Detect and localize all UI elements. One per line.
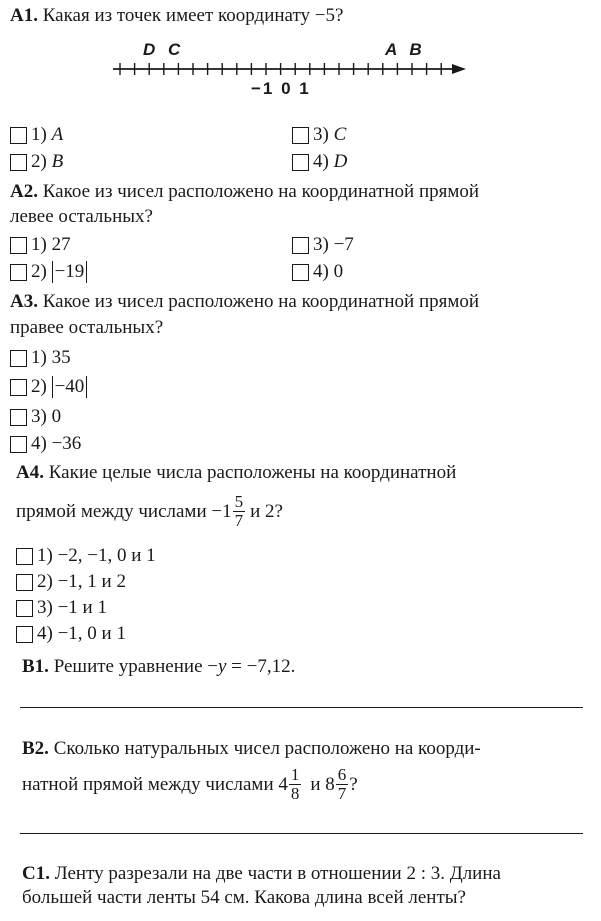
option-a1-4[interactable] xyxy=(292,151,347,173)
option-a2-1[interactable] xyxy=(10,234,71,256)
option-value: −36 xyxy=(51,433,82,454)
option-number: 3) xyxy=(37,597,53,618)
option-number: 1) xyxy=(31,234,47,255)
answer-line-b2[interactable] xyxy=(20,833,583,834)
checkbox[interactable] xyxy=(16,600,33,617)
checkbox[interactable] xyxy=(292,237,309,254)
question-id: B1. xyxy=(22,656,49,677)
option-a3-4[interactable] xyxy=(10,433,81,455)
option-a2-4[interactable] xyxy=(292,261,343,283)
number-line-ticks-labels: −1 0 1 xyxy=(251,79,311,98)
question-a2 xyxy=(10,180,479,203)
option-number: 4) xyxy=(37,623,53,644)
option-value: 0 xyxy=(333,261,344,282)
checkbox[interactable] xyxy=(10,379,27,396)
option-number: 2) xyxy=(31,151,47,172)
question-text-line2 xyxy=(22,766,358,803)
question-text-end: = −7,12. xyxy=(226,656,296,677)
option-a1-2[interactable] xyxy=(10,151,63,173)
option-value: D xyxy=(333,151,348,172)
checkbox[interactable] xyxy=(10,409,27,426)
checkbox[interactable] xyxy=(16,548,33,565)
option-value: −7 xyxy=(333,234,354,255)
question-text: Решите уравнение − xyxy=(53,656,218,677)
question-a3 xyxy=(10,290,479,313)
option-a2-3[interactable] xyxy=(292,234,354,256)
option-a4-4[interactable] xyxy=(16,623,126,645)
point-labels-right: A B xyxy=(385,40,426,59)
checkbox[interactable] xyxy=(292,154,309,171)
checkbox[interactable] xyxy=(16,626,33,643)
question-text-line2: левее остальных? xyxy=(10,206,153,227)
option-number: 3) xyxy=(313,234,329,255)
option-value: −1, 0 и 1 xyxy=(57,623,126,644)
option-value: −40 xyxy=(52,376,88,398)
option-number: 3) xyxy=(31,406,47,427)
question-text-line1: Ленту разрезали на две части в отношении 2 : 3. Длина xyxy=(54,863,501,884)
option-a4-3[interactable] xyxy=(16,597,107,619)
answer-line-b1[interactable] xyxy=(20,707,583,708)
option-number: 2) xyxy=(31,261,47,282)
checkbox[interactable] xyxy=(10,154,27,171)
option-number: 4) xyxy=(313,151,329,172)
text-part: ? xyxy=(349,774,358,795)
fraction-denominator: 8 xyxy=(290,784,300,803)
text-part: натной прямой между числами 4 xyxy=(22,774,288,795)
option-a1-3[interactable] xyxy=(292,124,346,146)
question-text-line1: Какие целые числа расположены на координатной xyxy=(48,462,457,483)
option-a4-2[interactable] xyxy=(16,571,126,593)
question-b1 xyxy=(22,655,295,678)
option-number: 3) xyxy=(313,124,329,145)
option-value: B xyxy=(51,151,64,172)
question-text-line2 xyxy=(16,493,283,530)
option-a3-1[interactable] xyxy=(10,347,71,369)
question-a4 xyxy=(16,461,456,484)
checkbox[interactable] xyxy=(10,436,27,453)
option-value: −2, −1, 0 и 1 xyxy=(57,545,156,566)
question-text-line2: большей части ленты 54 см. Какова длина всей ленты? xyxy=(22,887,466,908)
fraction-denominator: 7 xyxy=(234,511,244,530)
option-a2-2[interactable] xyxy=(10,261,87,283)
option-value: C xyxy=(333,124,347,145)
option-a1-1[interactable] xyxy=(10,124,63,146)
option-value: 35 xyxy=(51,347,71,368)
option-a3-2[interactable] xyxy=(10,376,87,398)
option-number: 4) xyxy=(31,433,47,454)
option-value: A xyxy=(51,124,64,145)
question-text-line2: правее остальных? xyxy=(10,317,164,338)
variable: y xyxy=(217,656,227,677)
question-text-line1: Какое из чисел расположено на координатной прямой xyxy=(42,291,480,312)
option-number: 2) xyxy=(37,571,53,592)
fraction xyxy=(336,766,349,803)
checkbox[interactable] xyxy=(10,350,27,367)
question-id: A3. xyxy=(10,291,38,312)
option-number: 1) xyxy=(31,124,47,145)
question-id: C1. xyxy=(22,863,50,884)
question-c1 xyxy=(22,862,501,885)
option-value: −1, 1 и 2 xyxy=(57,571,126,592)
checkbox[interactable] xyxy=(10,264,27,281)
question-text-line1: Сколько натуральных чисел расположено на коорди- xyxy=(53,738,481,759)
option-value: −1 и 1 xyxy=(57,597,107,618)
option-number: 1) xyxy=(31,347,47,368)
question-id: A4. xyxy=(16,462,44,483)
question-id: A1. xyxy=(10,5,38,26)
option-value: 27 xyxy=(51,234,71,255)
option-a3-3[interactable] xyxy=(10,406,61,428)
option-a4-1[interactable] xyxy=(16,545,156,567)
fraction-numerator: 6 xyxy=(337,765,347,784)
text-part: и 2? xyxy=(250,501,283,522)
fraction-numerator: 5 xyxy=(234,492,244,511)
question-b2 xyxy=(22,737,481,760)
point-labels-left: D C xyxy=(143,40,185,59)
text-part: и 8 xyxy=(310,774,335,795)
option-number: 1) xyxy=(37,545,53,566)
question-a1 xyxy=(10,4,343,27)
checkbox[interactable] xyxy=(10,237,27,254)
option-number: 2) xyxy=(31,376,47,397)
checkbox[interactable] xyxy=(292,264,309,281)
option-value: 0 xyxy=(51,406,62,427)
text-part: прямой между числами −1 xyxy=(16,501,232,522)
checkbox[interactable] xyxy=(292,127,309,144)
question-id: A2. xyxy=(10,181,38,202)
fraction xyxy=(233,493,246,530)
question-text-line1: Какое из чисел расположено на координатной прямой xyxy=(42,181,480,202)
option-value: −19 xyxy=(52,261,88,283)
checkbox[interactable] xyxy=(16,574,33,591)
question-id: B2. xyxy=(22,738,49,759)
fraction-denominator: 7 xyxy=(337,784,347,803)
fraction xyxy=(289,766,302,803)
question-text: Какая из точек имеет координату −5? xyxy=(42,5,344,26)
fraction-numerator: 1 xyxy=(290,765,300,784)
option-number: 4) xyxy=(313,261,329,282)
checkbox[interactable] xyxy=(10,127,27,144)
